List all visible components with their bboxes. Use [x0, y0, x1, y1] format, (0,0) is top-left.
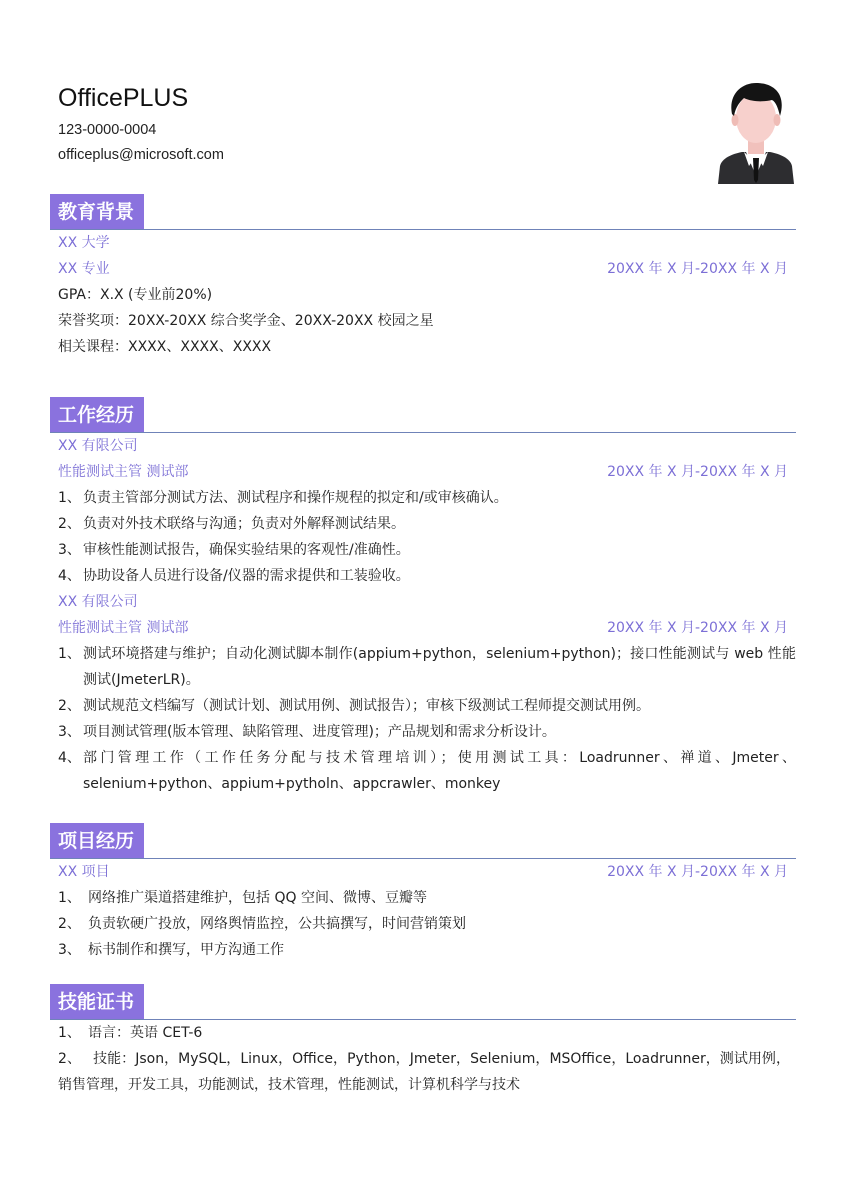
skills-section: [50, 984, 796, 1098]
item-number: 3、: [58, 942, 81, 958]
item-number: 1、: [58, 646, 81, 662]
item-text: 测试规范文档编写（测试计划、测试用例、测试报告）；审核下级测试工程师提交测试用例。: [83, 698, 650, 714]
item-text: 标书制作和撰写，甲方沟通工作: [88, 942, 284, 958]
item-number: 1、: [58, 490, 81, 506]
gpa-line: GPA：X.X (专业前20%): [58, 287, 213, 303]
list-item: [50, 563, 796, 589]
courses-line: 相关课程：XXXX、XXXX、XXXX: [58, 339, 272, 355]
person-avatar-icon: [716, 80, 796, 184]
projects-section: [50, 823, 796, 963]
role-row: [50, 459, 796, 485]
list-item: [50, 1046, 796, 1098]
item-text: 协助设备人员进行设备/仪器的需求提供和工装验收。: [83, 568, 410, 584]
job-date: 20XX 年 X 月-20XX 年 X 月: [607, 464, 788, 480]
list-item: [50, 485, 796, 511]
job-role: 性能测试主管 测试部: [58, 620, 189, 636]
project-row: [50, 859, 796, 885]
list-item: [50, 511, 796, 537]
item-text: 审核性能测试报告，确保实验结果的客观性/准确性。: [83, 542, 410, 558]
phone-number: 123-0000-0004: [58, 122, 157, 138]
honors-line: 荣誉奖项：20XX-20XX 综合奖学金、20XX-20XX 校园之星: [58, 313, 434, 329]
item-number: 2、: [58, 1051, 82, 1067]
list-item: [50, 1020, 796, 1046]
item-number: 4、: [58, 750, 81, 766]
list-item: [50, 911, 796, 937]
item-text: 网络推广渠道搭建维护，包括 QQ 空间、微博、豆瓣等: [88, 890, 427, 906]
section-title: 技能证书: [50, 984, 144, 1020]
job-date: 20XX 年 X 月-20XX 年 X 月: [607, 620, 788, 636]
item-number: 2、: [58, 698, 81, 714]
item-number: 3、: [58, 542, 81, 558]
role-row: [50, 615, 796, 641]
list-item: [50, 693, 796, 719]
item-text: 技能：Json，MySQL，Linux，Office，Python，Jmeter，Selenium，MSOffice，Loadrunner，测试用例，销售管理，开发工具，功能测试，技术管理，性能测试，计算机科学与技术: [58, 1051, 790, 1093]
candidate-name: OfficePLUS: [58, 84, 189, 112]
school-row: [50, 230, 796, 256]
list-item: [50, 937, 796, 963]
item-number: 3、: [58, 724, 81, 740]
section-title: 工作经历: [50, 397, 144, 433]
project-name: XX 项目: [58, 864, 110, 880]
section-header: [50, 194, 796, 230]
major-row: [50, 256, 796, 282]
list-item: [50, 537, 796, 563]
item-text: 语言：英语 CET-6: [88, 1025, 203, 1041]
section-title: 项目经历: [50, 823, 144, 859]
item-text: 项目测试管理(版本管理、缺陷管理、进度管理)；产品规划和需求分析设计。: [83, 724, 556, 740]
item-text: 测试环境搭建与维护；自动化测试脚本制作(appium+python，selenium+python)；接口性能测试与 web 性能测试(JmeterLR)。: [83, 646, 796, 688]
company-name: XX 有限公司: [58, 438, 138, 454]
section-header: [50, 984, 796, 1020]
education-date: 20XX 年 X 月-20XX 年 X 月: [607, 261, 788, 277]
item-text: 负责对外技术联络与沟通；负责对外解释测试结果。: [83, 516, 405, 532]
email-address: officeplus@microsoft.com: [58, 147, 224, 163]
list-item: [50, 719, 796, 745]
section-header: [50, 397, 796, 433]
major-name: XX 专业: [58, 261, 110, 277]
item-text: 负责主管部分测试方法、测试程序和操作规程的拟定和/或审核确认。: [83, 490, 508, 506]
item-number: 2、: [58, 916, 81, 932]
item-number: 2、: [58, 516, 81, 532]
item-text: 部门管理工作（工作任务分配与技术管理培训）；使用测试工具：Loadrunner、禅道、Jmeter、selenium+python、appium+pytholn、appcrawler、monkey: [83, 750, 796, 792]
item-number: 1、: [58, 890, 81, 906]
education-section: [50, 194, 796, 360]
job-role: 性能测试主管 测试部: [58, 464, 189, 480]
item-number: 1、: [58, 1025, 81, 1041]
school-name: XX 大学: [58, 235, 110, 251]
item-number: 4、: [58, 568, 81, 584]
list-item: [50, 745, 796, 797]
company-name: XX 有限公司: [58, 594, 138, 610]
company-row: [50, 433, 796, 459]
list-item: [50, 885, 796, 911]
list-item: [50, 641, 796, 693]
project-date: 20XX 年 X 月-20XX 年 X 月: [607, 864, 788, 880]
section-title: 教育背景: [50, 194, 144, 230]
section-header: [50, 823, 796, 859]
work-section: [50, 397, 796, 797]
item-text: 负责软硬广投放，网络舆情监控，公共搞撰写，时间营销策划: [88, 916, 466, 932]
company-row: [50, 589, 796, 615]
